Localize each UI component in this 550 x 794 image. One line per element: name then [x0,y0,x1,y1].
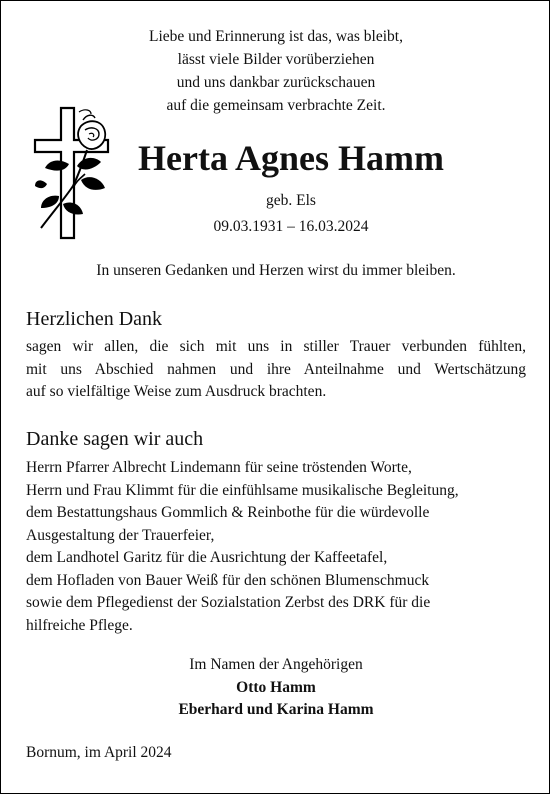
poem-line: auf die gemeinsam verbrachte Zeit. [166,97,386,114]
paragraph-line: dem Landhotel Garitz für die Ausrichtung der Kaffeetafel, [26,549,388,566]
poem-line: lässt viele Bilder vorüberziehen [177,51,375,68]
paragraph-line: dem Bestattungshaus Gommlich & Reinbothe für die würdevolle [26,504,430,521]
paragraph-line: auf so vielfältige Weise zum Ausdruck brachten. [26,383,327,400]
poem-line: Liebe und Erinnerung ist das, was bleibt, [149,28,403,45]
signature-intro: Im Namen der Angehörigen [189,656,363,673]
paragraph-line: hilfreiche Pflege. [26,616,133,634]
paragraph-line: sowie dem Pflegedienst der Sozialstation Zerbst des DRK für die [26,594,431,611]
paragraph-line: dem Hofladen von Bauer Weiß für den schönen Blumenschmuck [26,571,430,589]
life-dates: 09.03.1931 – 16.03.2024 [213,218,369,235]
signature-block [1,654,550,722]
signature-name: Otto Hamm [236,678,316,696]
paragraph-line: sagen wir allen, die sich mit uns in stiller Trauer verbunden fühlten, [26,338,526,355]
signature-name: Eberhard und Karina Hamm [178,701,374,718]
deceased-name: Herta Agnes Hamm [138,138,444,178]
section-heading-also-thanks: Danke sagen wir auch [26,428,204,450]
thanks-paragraph [26,336,526,404]
memorial-quote: In unseren Gedanken und Herzen wirst du immer bleiben. [96,262,456,279]
paragraph-line: Herrn Pfarrer Albrecht Lindemann für seine tröstenden Worte, [26,459,412,476]
poem-line: und uns dankbar zurückschauen [176,74,376,91]
place-and-date: Bornum, im April 2024 [26,744,172,761]
paragraph-line: Herrn und Frau Klimmt für die einfühlsame musikalische Begleitung, [26,481,459,499]
paragraph-line: Ausgestaltung der Trauerfeier, [26,526,215,544]
section-heading-thanks: Herzlichen Dank [26,308,163,330]
paragraph-line: mit uns Abschied nahmen und ihre Anteilnahme und Wertschätzung [26,360,526,378]
also-thanks-paragraph [26,457,526,637]
birth-name: geb. Els [266,192,316,209]
